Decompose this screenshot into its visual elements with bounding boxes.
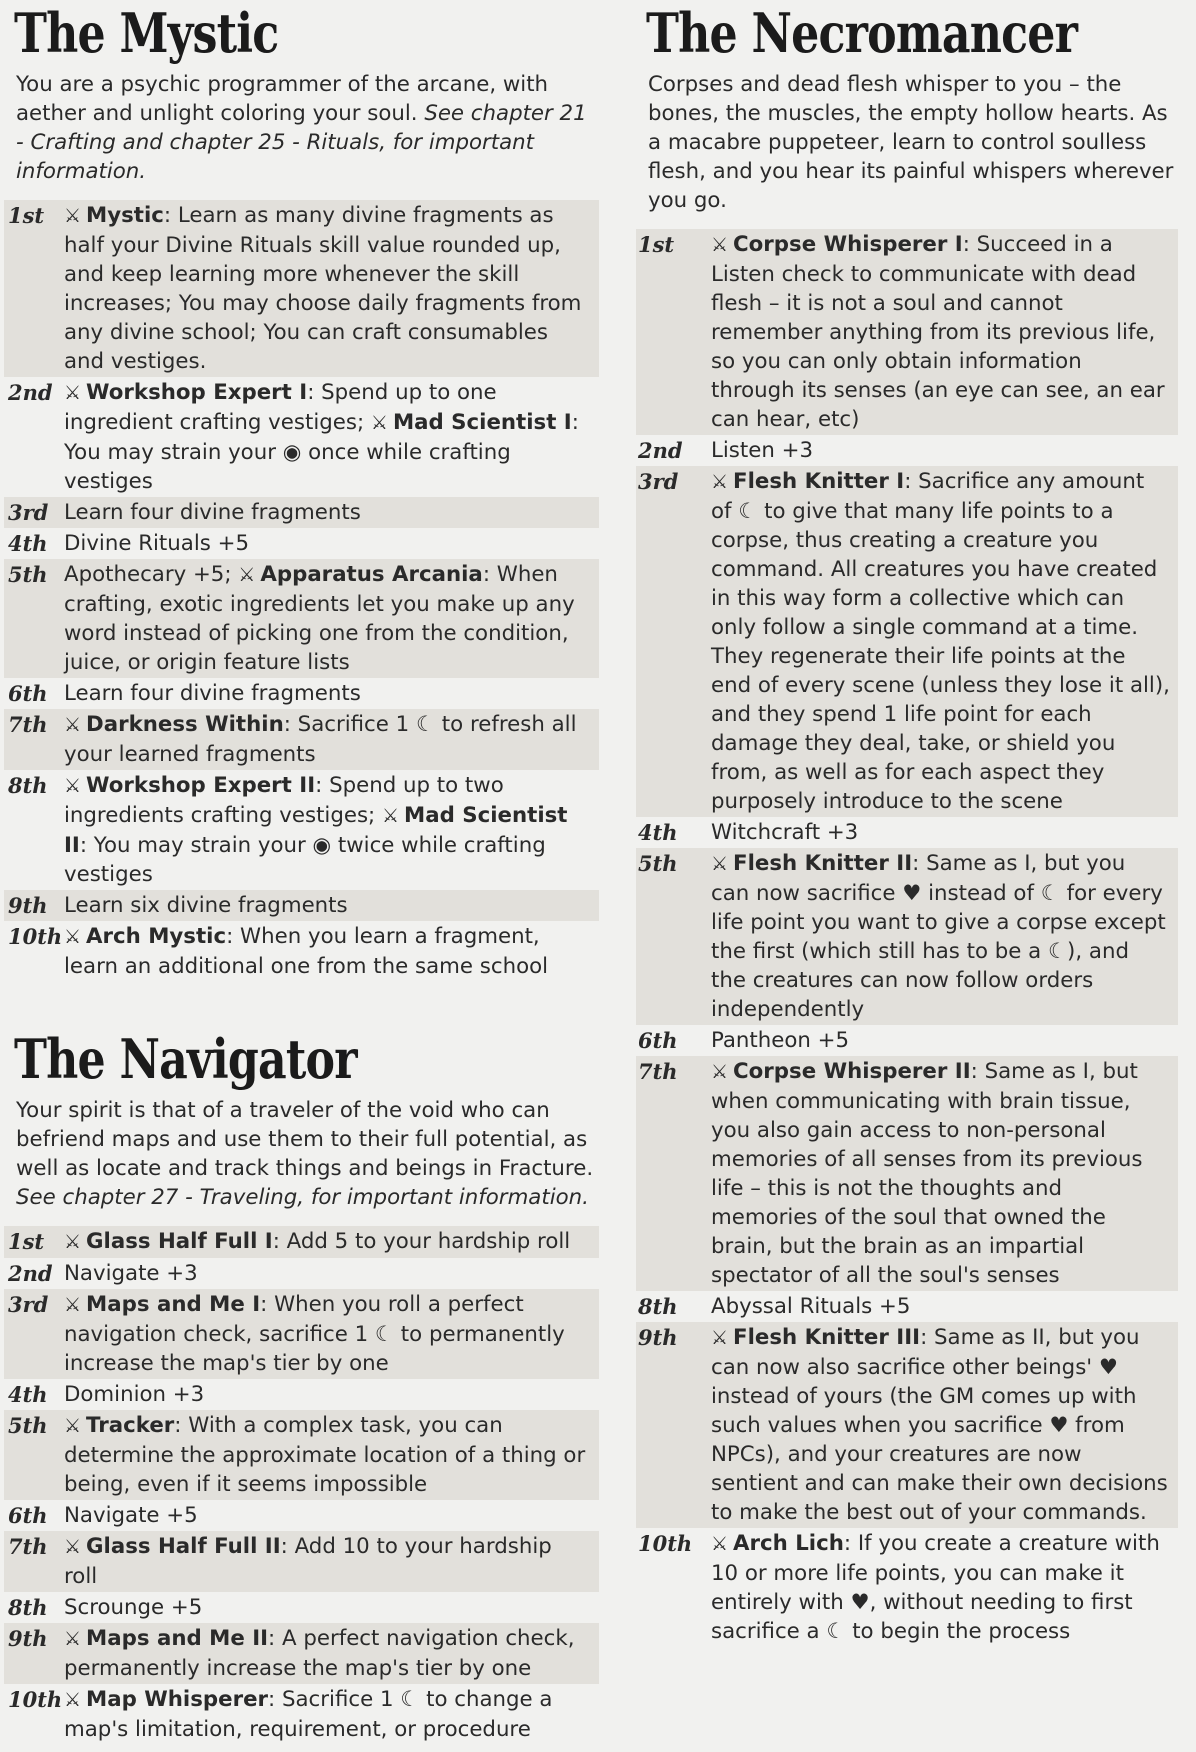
level-row <box>4 559 599 678</box>
level-description <box>711 1057 1178 1290</box>
crossed-swords-icon: ⚔ <box>64 1536 82 1558</box>
ability-name: Maps and Me II <box>86 1626 269 1651</box>
crossed-swords-icon: ⚔ <box>64 1294 82 1316</box>
crossed-swords-icon: ⚔ <box>64 775 82 797</box>
level-row <box>4 1684 599 1745</box>
navigator-title: The Navigator <box>14 1027 357 1091</box>
level-description <box>711 436 1178 465</box>
level-row <box>4 921 599 982</box>
crossed-swords-icon: ⚔ <box>711 853 729 875</box>
crossed-swords-icon: ⚔ <box>370 412 388 434</box>
crossed-swords-icon: ⚔ <box>711 1533 729 1555</box>
level-description <box>64 1532 599 1591</box>
level-label: 8th <box>8 773 48 798</box>
ability-text: : Sacrifice 1 ☾ to refresh all your learned fragments <box>64 712 577 767</box>
level-row <box>4 1592 599 1623</box>
ability-text: Learn six divine fragments <box>64 893 348 918</box>
level-label: 10th <box>8 1687 63 1712</box>
level-description <box>711 849 1178 1024</box>
level-label: 3rd <box>8 500 49 525</box>
crossed-swords-icon: ⚔ <box>238 564 256 586</box>
ability-text: Scrounge +5 <box>64 1595 203 1620</box>
level-row <box>636 848 1178 1025</box>
ability-name: Flesh Knitter III <box>733 1325 921 1350</box>
ability-text: Learn four divine fragments <box>64 681 361 706</box>
mystic-progression-table <box>4 200 599 982</box>
level-description <box>64 771 599 889</box>
mystic-intro <box>16 70 599 186</box>
level-label: 7th <box>8 1534 48 1559</box>
ability-text: : When crafting, exotic ingredients let you make up any word instead of picking one from the condition, juice, or origin feature lists <box>64 562 575 675</box>
level-description <box>64 922 599 981</box>
level-label: 7th <box>638 1059 678 1084</box>
ability-name: Tracker <box>86 1413 175 1438</box>
ability-name: Mad Scientist II <box>64 803 568 858</box>
ability-name: Workshop Expert II <box>86 773 316 798</box>
ability-text: : Spend up to two ingredients crafting vestiges; <box>64 773 504 828</box>
level-label: 9th <box>8 1626 48 1651</box>
level-description <box>711 1323 1178 1527</box>
ability-name: Arch Mystic <box>86 924 227 949</box>
level-label: 7th <box>8 712 48 737</box>
ability-name: Mad Scientist I <box>392 410 572 435</box>
level-label: 4th <box>8 1382 48 1407</box>
ability-text: : Succeed in a Listen check to communicate with dead flesh – it is not a soul and cannot remember anything from its previous life, so you can only obtain information through its senses (an eye can see, an ear can hear, etc) <box>711 232 1165 432</box>
level-label: 4th <box>638 820 678 845</box>
level-description <box>64 1501 599 1530</box>
level-description <box>64 529 599 558</box>
level-row <box>4 1379 599 1410</box>
ability-text: : With a complex task, you can determine the approximate location of a thing or being, even if it seems impossible <box>64 1413 586 1497</box>
necromancer-intro <box>648 70 1178 215</box>
level-row <box>636 1322 1178 1528</box>
level-description <box>64 1593 599 1622</box>
level-description <box>64 1380 599 1409</box>
ability-text: : Learn as many divine fragments as half your Divine Rituals skill value rounded up, and keep learning more whenever the skill increases; You may choose daily fragments from any divine school; You can craft consumables and vestiges. <box>64 203 582 374</box>
crossed-swords-icon: ⚔ <box>382 805 400 827</box>
navigator-intro-text: Your spirit is that of a traveler of the void who can befriend maps and use them to their full potential, as well as locate and track things and beings in Fracture. <box>16 1098 594 1181</box>
level-description <box>64 560 599 677</box>
level-label: 8th <box>638 1294 678 1319</box>
ability-text: : Add 5 to your hardship roll <box>272 1229 571 1254</box>
level-row <box>636 466 1178 817</box>
mystic-title: The Mystic <box>14 1 279 65</box>
level-description <box>64 1259 599 1288</box>
crossed-swords-icon: ⚔ <box>64 1231 82 1253</box>
level-description <box>711 1026 1178 1055</box>
level-row <box>4 1289 599 1379</box>
ability-name: Map Whisperer <box>86 1687 269 1712</box>
ability-text: : A perfect navigation check, permanently increase the map's tier by one <box>64 1626 575 1681</box>
ability-name: Glass Half Full II <box>86 1534 281 1559</box>
left-column <box>8 0 599 1745</box>
crossed-swords-icon: ⚔ <box>711 471 729 493</box>
level-row <box>4 890 599 921</box>
level-row <box>4 678 599 709</box>
level-description <box>64 1227 599 1257</box>
level-row <box>636 229 1178 435</box>
crossed-swords-icon: ⚔ <box>711 1061 729 1083</box>
level-label: 1st <box>8 1229 45 1254</box>
level-row <box>636 435 1178 466</box>
ability-name: Flesh Knitter I <box>733 469 905 494</box>
level-label: 2nd <box>638 438 683 463</box>
level-label: 1st <box>8 203 45 228</box>
ability-name: Workshop Expert I <box>86 380 308 405</box>
level-row <box>4 200 599 377</box>
necromancer-section <box>638 0 1178 1647</box>
crossed-swords-icon: ⚔ <box>64 714 82 736</box>
ability-name: Corpse Whisperer I <box>733 232 963 257</box>
level-label: 6th <box>8 1503 48 1528</box>
level-description <box>64 1685 599 1744</box>
ability-name: Arch Lich <box>733 1531 844 1556</box>
ability-text: Apothecary +5; <box>64 562 239 587</box>
level-row <box>4 1226 599 1258</box>
crossed-swords-icon: ⚔ <box>64 205 82 227</box>
level-description <box>64 891 599 920</box>
level-row <box>4 1258 599 1289</box>
ability-name: Corpse Whisperer II <box>733 1059 971 1084</box>
mystic-section <box>8 0 599 982</box>
level-description <box>64 378 599 496</box>
ability-text: : When you learn a fragment, learn an additional one from the same school <box>64 924 549 979</box>
crossed-swords-icon: ⚔ <box>64 926 82 948</box>
level-description <box>64 1624 599 1683</box>
level-label: 10th <box>8 924 63 949</box>
ability-text: : Same as I, but you can now sacrifice ♥ instead of ☾ for every life point you want to give a corpse except the first (which still has to be a ☾), and the creatures can now follow orders independently <box>711 851 1166 1022</box>
ability-text: Divine Rituals +5 <box>64 531 249 556</box>
level-row <box>4 1531 599 1592</box>
ability-name: Maps and Me I <box>86 1292 261 1317</box>
crossed-swords-icon: ⚔ <box>64 382 82 404</box>
level-label: 3rd <box>8 1292 49 1317</box>
necromancer-intro-text: Corpses and dead flesh whisper to you – the bones, the muscles, the empty hollow hearts. As a macabre puppeteer, learn to control soulless flesh, and you hear its painful whispers wherever you go. <box>648 72 1174 213</box>
ability-text: Listen +3 <box>711 438 813 463</box>
ability-text: : Add 10 to your hardship roll <box>64 1534 552 1589</box>
ability-text: : Same as I, but when communicating with brain tissue, you also gain access to non-personal memories of all senses from its previous life – this is not the thoughts and memories of the soul that owned the brain, but the brain as an impartial spectator of all the soul's senses <box>711 1059 1143 1288</box>
necromancer-progression-table <box>636 229 1178 1647</box>
level-description <box>64 498 599 527</box>
ability-name: Darkness Within <box>86 712 284 737</box>
navigator-intro <box>16 1096 599 1212</box>
ability-text: Navigate +3 <box>64 1261 198 1286</box>
level-row <box>4 770 599 890</box>
ability-text: : When you roll a perfect navigation check, sacrifice 1 ☾ to permanently increase the map's tier by one <box>64 1292 565 1376</box>
level-row <box>636 1025 1178 1056</box>
ability-text: Pantheon +5 <box>711 1028 850 1053</box>
level-label: 10th <box>638 1531 693 1556</box>
ability-text: : Sacrifice 1 ☾ to change a map's limitation, requirement, or procedure <box>64 1687 553 1742</box>
mystic-intro-text: You are a psychic programmer of the arcane, with aether and unlight coloring your soul. <box>16 72 549 126</box>
ability-text: : You may strain your ◉ once while crafting vestiges <box>64 410 579 494</box>
level-row <box>636 1291 1178 1322</box>
level-row <box>4 1623 599 1684</box>
level-description <box>64 710 599 769</box>
ability-text: : Spend up to one ingredient crafting vestiges; <box>64 380 497 435</box>
level-label: 5th <box>8 562 48 587</box>
level-label: 2nd <box>8 380 53 405</box>
ability-text: : You may strain your ◉ twice while crafting vestiges <box>64 833 546 887</box>
level-row <box>4 528 599 559</box>
level-description <box>64 1411 599 1499</box>
navigator-progression-table <box>4 1226 599 1745</box>
navigator-intro-italic: See chapter 27 - Traveling, for important information. <box>16 1185 589 1210</box>
ability-name: Glass Half Full I <box>86 1229 273 1254</box>
crossed-swords-icon: ⚔ <box>64 1415 82 1437</box>
level-row <box>4 709 599 770</box>
right-column <box>638 0 1178 1647</box>
mystic-intro-italic: See chapter 21 - Crafting and chapter 25 - Rituals, for important information. <box>16 101 587 184</box>
ability-text: : If you create a creature with 10 or more life points, you can make it entirely with ♥, without needing to first sacrifice a ☾ to begin the process <box>711 1531 1160 1644</box>
crossed-swords-icon: ⚔ <box>64 1628 82 1650</box>
level-label: 1st <box>638 232 675 257</box>
level-description <box>711 467 1178 816</box>
ability-text: Learn four divine fragments <box>64 500 361 525</box>
crossed-swords-icon: ⚔ <box>64 1689 82 1711</box>
level-label: 9th <box>638 1325 678 1350</box>
level-row <box>636 1056 1178 1291</box>
level-row <box>4 377 599 497</box>
level-description <box>711 230 1178 434</box>
crossed-swords-icon: ⚔ <box>711 1327 729 1349</box>
level-label: 5th <box>8 1413 48 1438</box>
level-label: 9th <box>8 893 48 918</box>
level-row <box>4 1500 599 1531</box>
ability-name: Flesh Knitter II <box>733 851 913 876</box>
level-label: 2nd <box>8 1261 53 1286</box>
level-row <box>636 1528 1178 1647</box>
level-row <box>4 1410 599 1500</box>
level-description <box>64 679 599 708</box>
ability-text: Dominion +3 <box>64 1382 205 1407</box>
ability-text: Abyssal Rituals +5 <box>711 1294 911 1319</box>
level-label: 5th <box>638 851 678 876</box>
crossed-swords-icon: ⚔ <box>711 234 729 256</box>
ability-text: : Sacrifice any amount of ☾ to give that many life points to a corpse, thus creating a creature you command. All creatures you have created in this way form a collective which can only follow a single command at a time. They regenerate their life points at the end of every scene (unless they lose it all), and they spend 1 life point for each damage they deal, take, or shield you from, as well as for each aspect they purposely introduce to the scene <box>711 469 1170 814</box>
level-description <box>711 818 1178 847</box>
necromancer-title: The Necromancer <box>646 1 1078 65</box>
level-row <box>4 497 599 528</box>
navigator-section <box>8 1026 599 1745</box>
level-description <box>711 1529 1178 1646</box>
level-row <box>636 817 1178 848</box>
ability-text: Navigate +5 <box>64 1503 198 1528</box>
level-description <box>64 1290 599 1378</box>
ability-text: : Same as II, but you can now also sacrifice other beings' ♥ instead of yours (the GM comes up with such values when you sacrifice ♥ from NPCs), and your creatures are now sentient and can make their own decisions to make the best out of your commands. <box>711 1325 1168 1525</box>
level-description <box>711 1292 1178 1321</box>
level-label: 4th <box>8 531 48 556</box>
ability-name: Mystic <box>86 203 164 228</box>
level-label: 8th <box>8 1595 48 1620</box>
level-label: 6th <box>638 1028 678 1053</box>
level-description <box>64 201 599 376</box>
ability-text: Witchcraft +3 <box>711 820 859 845</box>
ability-name: Apparatus Arcania <box>260 562 483 587</box>
level-label: 3rd <box>638 469 679 494</box>
level-label: 6th <box>8 681 48 706</box>
